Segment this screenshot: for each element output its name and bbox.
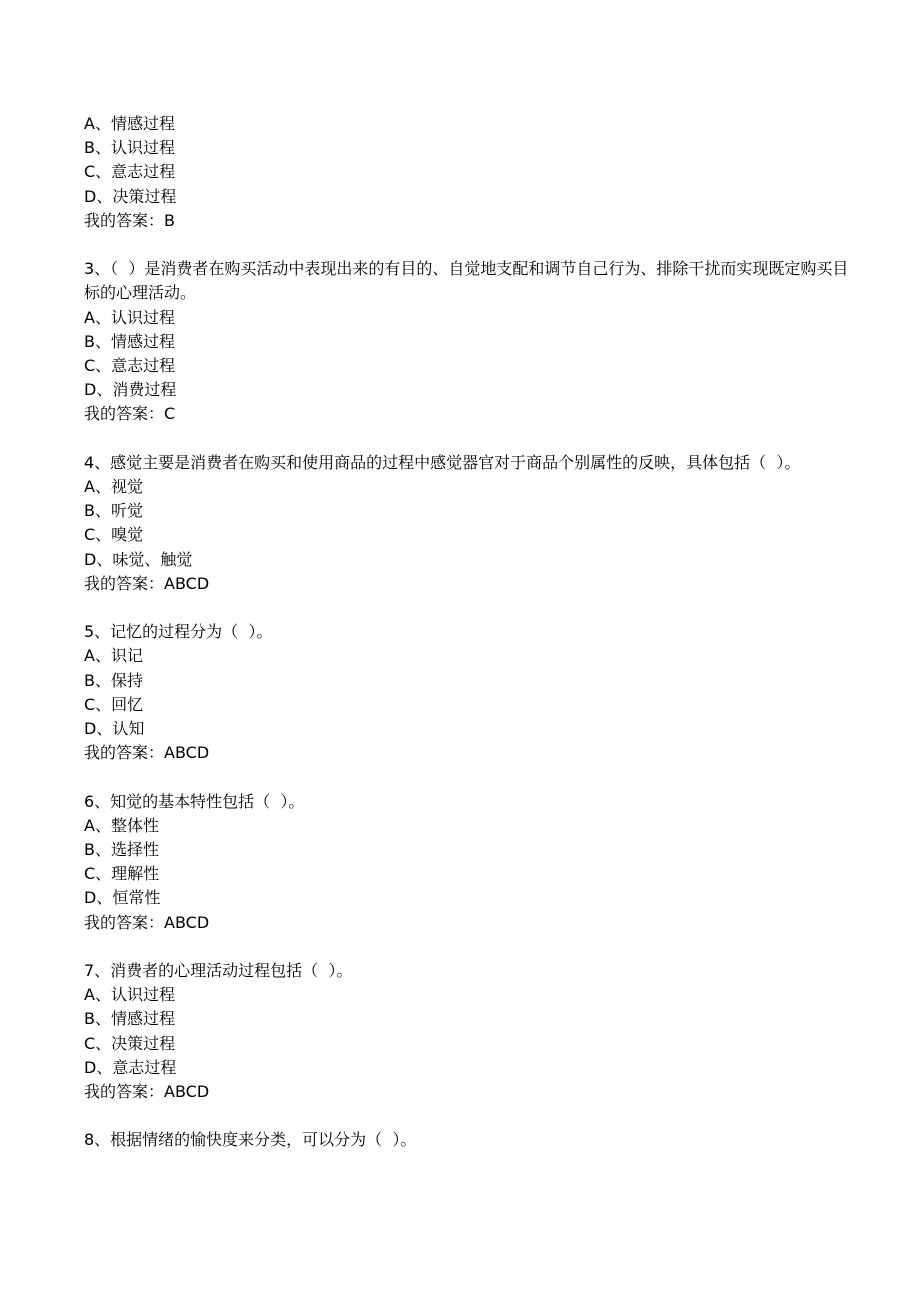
- option-c: C、理解性: [84, 864, 160, 884]
- option-b: B、情感过程: [84, 331, 175, 351]
- question-list: [84, 112, 854, 1153]
- option-a: A、认识过程: [84, 985, 175, 1005]
- question-text: 3、（ ）是消费者在购买活动中表现出来的有目的、自觉地支配和调节自己行为、排除干扰而实现既定购买目标的心理活动。: [84, 259, 849, 303]
- option-b: B、保持: [84, 670, 143, 690]
- option-d: D、消费过程: [84, 380, 177, 400]
- option-c: C、意志过程: [84, 356, 176, 376]
- spacer: [84, 427, 854, 451]
- my-answer: 我的答案：ABCD: [84, 1082, 210, 1102]
- option-d: D、味觉、触觉: [84, 549, 193, 569]
- spacer: [84, 1104, 854, 1128]
- question-block: [84, 112, 854, 233]
- question-text: 4、感觉主要是消费者在购买和使用商品的过程中感觉器官对于商品个别属性的反映，具体包括（ ）。: [84, 452, 801, 472]
- question-block: [84, 257, 854, 426]
- option-a: A、整体性: [84, 815, 159, 835]
- option-a: A、识记: [84, 646, 143, 666]
- question-text: 8、根据情绪的愉快度来分类，可以分为（ ）。: [84, 1130, 417, 1150]
- option-c: C、意志过程: [84, 162, 176, 182]
- option-a: A、视觉: [84, 477, 143, 497]
- my-answer: 我的答案：B: [84, 210, 175, 230]
- option-b: B、选择性: [84, 840, 159, 860]
- option-b: B、情感过程: [84, 1009, 175, 1029]
- question-block: [84, 790, 854, 935]
- my-answer: 我的答案：ABCD: [84, 743, 210, 763]
- option-d: D、恒常性: [84, 888, 161, 908]
- option-a: A、认识过程: [84, 307, 175, 327]
- option-b: B、认识过程: [84, 138, 175, 158]
- option-c: C、回忆: [84, 694, 144, 714]
- question-block: [84, 1128, 854, 1152]
- spacer: [84, 765, 854, 789]
- question-block: [84, 451, 854, 596]
- option-c: C、决策过程: [84, 1033, 176, 1053]
- option-a: A、情感过程: [84, 114, 175, 133]
- option-d: D、决策过程: [84, 186, 177, 206]
- option-b: B、听觉: [84, 501, 143, 521]
- my-answer: 我的答案：C: [84, 404, 176, 424]
- spacer: [84, 935, 854, 959]
- option-d: D、意志过程: [84, 1057, 177, 1077]
- my-answer: 我的答案：ABCD: [84, 912, 210, 932]
- option-d: D、认知: [84, 719, 145, 739]
- spacer: [84, 596, 854, 620]
- question-text: 7、消费者的心理活动过程包括（ ）。: [84, 961, 353, 981]
- question-text: 5、记忆的过程分为（ ）。: [84, 622, 273, 642]
- my-answer: 我的答案：ABCD: [84, 573, 210, 593]
- spacer: [84, 233, 854, 257]
- option-c: C、嗅觉: [84, 525, 144, 545]
- question-block: [84, 620, 854, 765]
- question-text: 6、知觉的基本特性包括（ ）。: [84, 791, 305, 811]
- question-block: [84, 959, 854, 1104]
